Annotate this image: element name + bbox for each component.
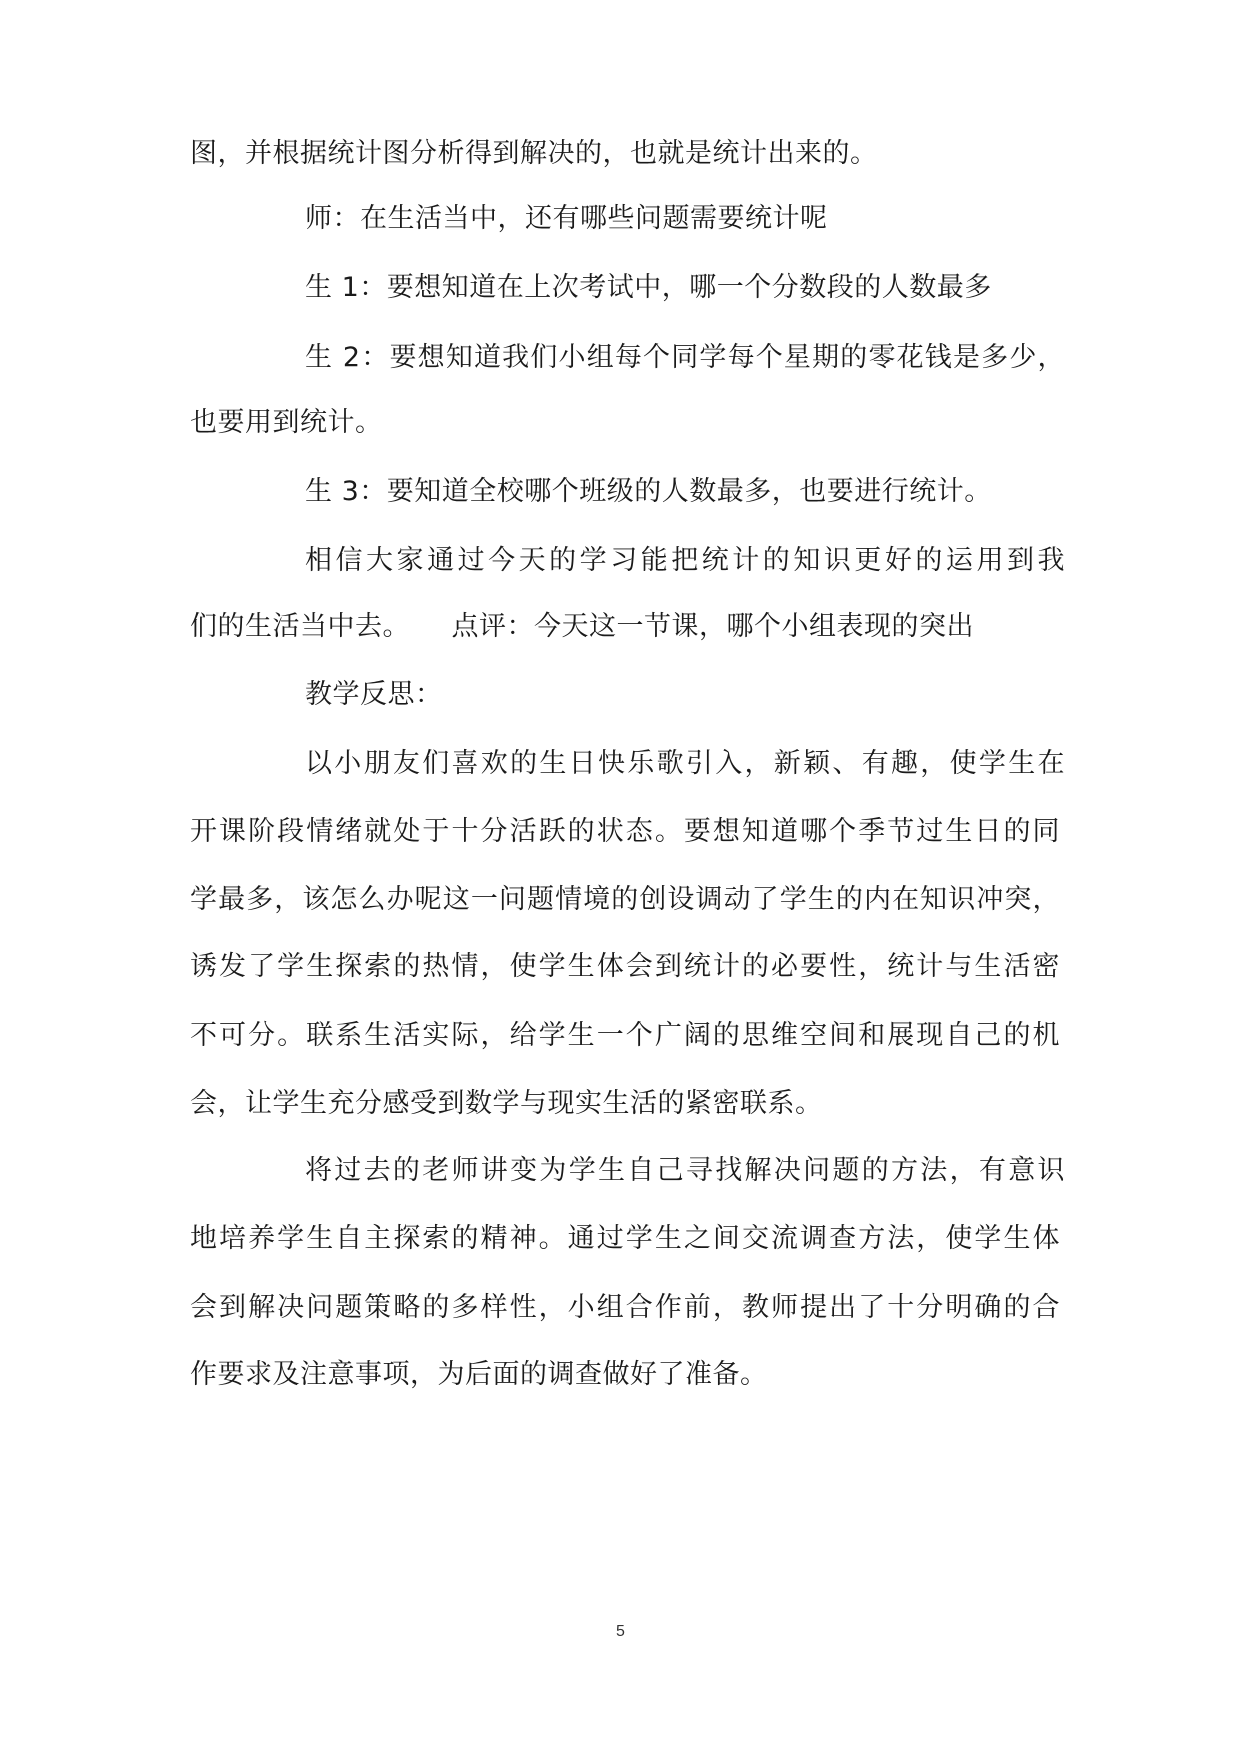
text-line: 会，让学生充分感受到数学与现实生活的紧密联系。	[190, 1088, 823, 1119]
text-line: 地培养学生自主探索的精神。通过学生之间交流调查方法，使学生体	[190, 1223, 1060, 1254]
text-line: 学最多，该怎么办呢这一问题情境的创设调动了学生的内在知识冲突，	[190, 884, 1060, 915]
text-line: 以小朋友们喜欢的生日快乐歌引入，新颖、有趣，使学生在	[305, 748, 1065, 779]
text-line: 将过去的老师讲变为学生自己寻找解决问题的方法，有意识	[305, 1155, 1065, 1186]
text-line: 生 1：要想知道在上次考试中，哪一个分数段的人数最多	[305, 272, 992, 303]
text-line: 图，并根据统计图分析得到解决的，也就是统计出来的。	[190, 138, 878, 169]
text-line: 会到解决问题策略的多样性，小组合作前，教师提出了十分明确的合	[190, 1292, 1060, 1323]
page-number: 5	[616, 1623, 625, 1640]
text-line: 不可分。联系生活实际，给学生一个广阔的思维空间和展现自己的机	[190, 1020, 1060, 1051]
text-line: 们的生活当中去。 点评：今天这一节课，哪个小组表现的突出	[190, 611, 974, 642]
text-line: 师：在生活当中，还有哪些问题需要统计呢	[305, 203, 828, 234]
text-line: 也要用到统计。	[190, 407, 383, 438]
text-line: 教学反思：	[305, 679, 443, 710]
text-line: 生 2：要想知道我们小组每个同学每个星期的零花钱是多少，	[305, 342, 1065, 373]
text-line: 作要求及注意事项，为后面的调查做好了准备。	[190, 1359, 768, 1390]
text-line: 开课阶段情绪就处于十分活跃的状态。要想知道哪个季节过生日的同	[190, 816, 1060, 847]
text-line: 相信大家通过今天的学习能把统计的知识更好的运用到我	[305, 545, 1065, 576]
text-line: 诱发了学生探索的热情，使学生体会到统计的必要性，统计与生活密	[190, 951, 1060, 982]
text-line: 生 3：要知道全校哪个班级的人数最多，也要进行统计。	[305, 476, 992, 507]
